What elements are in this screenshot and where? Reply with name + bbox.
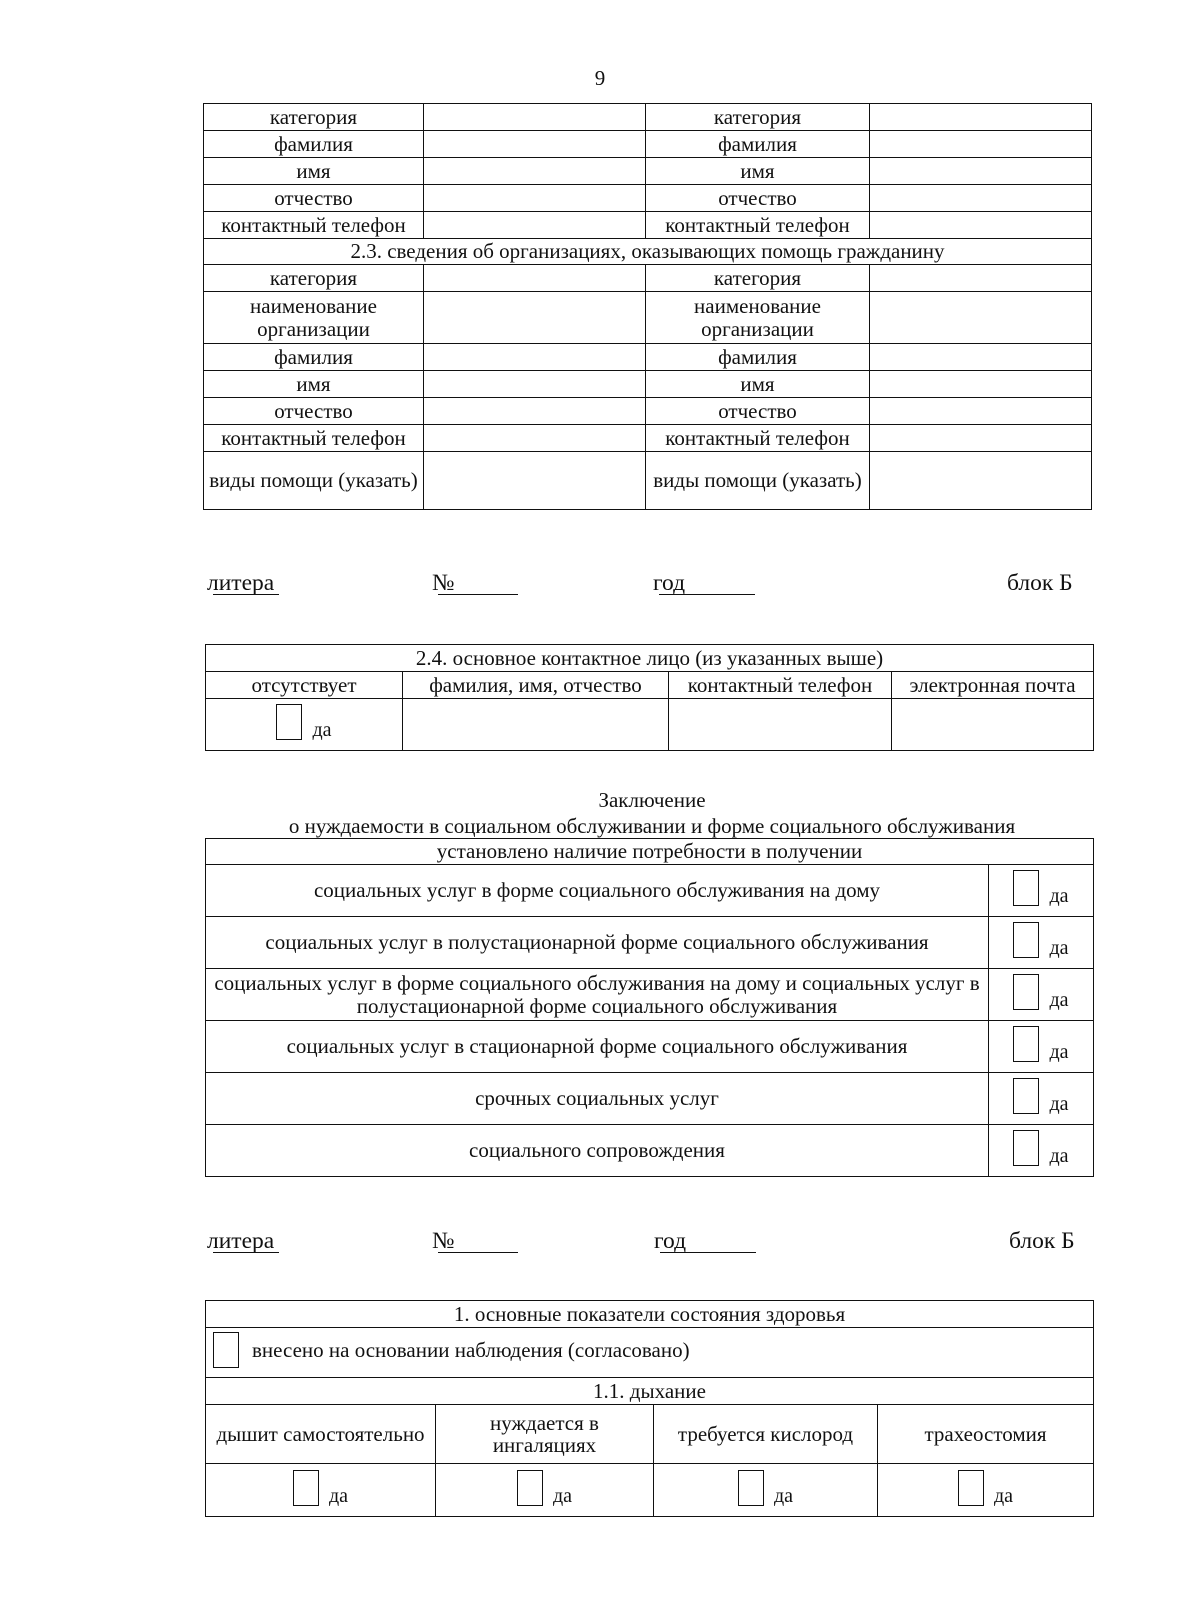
- field-value-cell[interactable]: [424, 425, 646, 452]
- service-option-text: социальных услуг в форме социального обслуживания на дому и социальных услуг в полустационарной форме социального обслуживания: [206, 969, 989, 1021]
- field-label: виды помощи (указать): [646, 452, 870, 510]
- conclusion-heading: [207, 787, 1097, 839]
- service-option-check-cell: [989, 1073, 1094, 1125]
- field-label: контактный телефон: [646, 425, 870, 452]
- checkbox-label: да: [1049, 937, 1069, 960]
- field-value-cell[interactable]: [424, 104, 646, 131]
- inhalation-checkbox[interactable]: [517, 1470, 543, 1506]
- column-header: фамилия, имя, отчество: [403, 672, 669, 699]
- field-label: контактный телефон: [204, 212, 424, 239]
- field-value-cell[interactable]: [424, 158, 646, 185]
- column-header: дышит самостоятельно: [206, 1405, 436, 1464]
- year-label: год: [653, 570, 686, 596]
- observation-cell: [206, 1328, 1094, 1378]
- field-value-cell[interactable]: [870, 158, 1092, 185]
- field-value-cell[interactable]: [870, 344, 1092, 371]
- year-label: год: [654, 1228, 687, 1254]
- service-option-row: [206, 969, 1094, 1021]
- breathing-checkbox[interactable]: [293, 1470, 319, 1506]
- field-label: отчество: [646, 185, 870, 212]
- field-label: контактный телефон: [204, 425, 424, 452]
- field-label: фамилия: [204, 344, 424, 371]
- service-option-check-cell: [989, 865, 1094, 917]
- page-number: 9: [594, 66, 606, 90]
- person-row: [204, 212, 1092, 239]
- service-option-checkbox[interactable]: [1013, 1130, 1039, 1166]
- field-label: категория: [204, 265, 424, 292]
- checkbox-label: да: [312, 719, 332, 742]
- absent-checkbox[interactable]: [276, 704, 302, 740]
- column-header: контактный телефон: [669, 672, 892, 699]
- field-label: отчество: [646, 398, 870, 425]
- field-label: отчество: [204, 185, 424, 212]
- field-value-cell[interactable]: [424, 292, 646, 344]
- checkbox-label: да: [993, 1484, 1014, 1507]
- field-value-cell[interactable]: [424, 131, 646, 158]
- oxygen-checkbox[interactable]: [738, 1470, 764, 1506]
- inhalation-cell: [436, 1464, 654, 1517]
- organization-row: [204, 344, 1092, 371]
- service-option-checkbox[interactable]: [1013, 922, 1039, 958]
- field-value-cell[interactable]: [870, 265, 1092, 292]
- checkbox-label: да: [1049, 1145, 1069, 1168]
- field-label: наименование организации: [646, 292, 870, 344]
- field-label: категория: [646, 104, 870, 131]
- number-field[interactable]: [438, 1228, 518, 1253]
- service-option-row: [206, 1073, 1094, 1125]
- person-row: [204, 131, 1092, 158]
- service-option-checkbox[interactable]: [1013, 1078, 1039, 1114]
- service-option-text: социальных услуг в стационарной форме социального обслуживания: [206, 1021, 989, 1073]
- oxygen-cell: [654, 1464, 878, 1517]
- column-header: электронная почта: [892, 672, 1094, 699]
- block-label: блок Б: [1009, 1228, 1075, 1254]
- service-option-text: социальных услуг в форме социального обслуживания на дому: [206, 865, 989, 917]
- field-value-cell[interactable]: [870, 104, 1092, 131]
- organization-row: [204, 292, 1092, 344]
- litera-label: литера: [207, 1228, 275, 1254]
- field-value-cell[interactable]: [424, 212, 646, 239]
- fio-input-cell[interactable]: [403, 699, 669, 751]
- field-label: виды помощи (указать): [204, 452, 424, 510]
- person-row: [204, 158, 1092, 185]
- service-option-text: социального сопровождения: [206, 1125, 989, 1177]
- service-option-checkbox[interactable]: [1013, 974, 1039, 1010]
- field-label: категория: [646, 265, 870, 292]
- block-label: блок Б: [1007, 570, 1073, 596]
- field-label: имя: [646, 371, 870, 398]
- field-value-cell[interactable]: [424, 265, 646, 292]
- health-table-title: 1. основные показатели состояния здоровья: [206, 1301, 1094, 1328]
- field-label: имя: [646, 158, 870, 185]
- checkbox-label: да: [1049, 1093, 1069, 1116]
- service-option-row: [206, 865, 1094, 917]
- service-option-check-cell: [989, 969, 1094, 1021]
- checkbox-label: да: [773, 1484, 794, 1507]
- service-option-row: [206, 1021, 1094, 1073]
- field-value-cell[interactable]: [424, 344, 646, 371]
- column-header: требуется кислород: [654, 1405, 878, 1464]
- checkbox-label: да: [552, 1484, 573, 1507]
- column-header: отсутствует: [206, 672, 403, 699]
- form-header-2: [207, 1221, 1087, 1261]
- field-label: имя: [204, 371, 424, 398]
- tracheostomy-checkbox[interactable]: [958, 1470, 984, 1506]
- observation-label: внесено на основании наблюдения (согласовано): [252, 1338, 690, 1363]
- year-field[interactable]: [660, 1228, 756, 1253]
- field-value-cell[interactable]: [424, 452, 646, 510]
- field-value-cell[interactable]: [870, 185, 1092, 212]
- number-field[interactable]: [438, 570, 518, 595]
- field-label: категория: [204, 104, 424, 131]
- service-option-checkbox[interactable]: [1013, 870, 1039, 906]
- organization-row: [204, 452, 1092, 510]
- checkbox-label: да: [328, 1484, 349, 1507]
- service-option-check-cell: [989, 1021, 1094, 1073]
- field-label: фамилия: [646, 344, 870, 371]
- field-value-cell[interactable]: [424, 371, 646, 398]
- field-label: наименование организации: [204, 292, 424, 344]
- contact-person-table: [205, 644, 1094, 751]
- person-row: [204, 104, 1092, 131]
- litera-field[interactable]: [213, 570, 279, 595]
- litera-field[interactable]: [213, 1228, 279, 1253]
- tracheostomy-cell: [878, 1464, 1094, 1517]
- contact-table-title: 2.4. основное контактное лицо (из указанных выше): [206, 645, 1094, 672]
- service-option-row: [206, 917, 1094, 969]
- organization-row: [204, 398, 1092, 425]
- number-label: №: [432, 1228, 455, 1254]
- field-value-cell[interactable]: [424, 398, 646, 425]
- field-label: фамилия: [646, 131, 870, 158]
- litera-label: литера: [207, 570, 275, 596]
- number-label: №: [432, 570, 455, 596]
- service-option-check-cell: [989, 917, 1094, 969]
- checkbox-label: да: [1049, 885, 1069, 908]
- person-row: [204, 185, 1092, 212]
- conclusion-table-header: установлено наличие потребности в получении: [206, 839, 1094, 865]
- field-value-cell[interactable]: [870, 371, 1092, 398]
- field-value-cell[interactable]: [870, 425, 1092, 452]
- field-value-cell[interactable]: [870, 452, 1092, 510]
- column-header: трахеостомия: [878, 1405, 1094, 1464]
- section-title: 2.3. сведения об организациях, оказывающих помощь гражданину: [204, 239, 1092, 265]
- field-label: имя: [204, 158, 424, 185]
- organization-row: [204, 265, 1092, 292]
- service-option-text: социальных услуг в полустационарной форме социального обслуживания: [206, 917, 989, 969]
- breathing-cell: [206, 1464, 436, 1517]
- email-input-cell[interactable]: [892, 699, 1094, 751]
- observation-checkbox[interactable]: [213, 1332, 239, 1368]
- field-label: контактный телефон: [646, 212, 870, 239]
- checkbox-label: да: [1049, 1041, 1069, 1064]
- checkbox-label: да: [1049, 989, 1069, 1012]
- subsection-title: 1.1. дыхание: [206, 1378, 1094, 1405]
- organization-row: [204, 371, 1092, 398]
- absent-cell: [206, 699, 403, 751]
- field-value-cell[interactable]: [424, 185, 646, 212]
- service-option-text: срочных социальных услуг: [206, 1073, 989, 1125]
- field-label: отчество: [204, 398, 424, 425]
- service-option-row: [206, 1125, 1094, 1177]
- field-value-cell[interactable]: [870, 131, 1092, 158]
- conclusion-table: [205, 838, 1094, 1177]
- column-header: нуждается в ингаляциях: [436, 1405, 654, 1464]
- field-label: фамилия: [204, 131, 424, 158]
- organization-row: [204, 425, 1092, 452]
- form-header-1: [207, 563, 1087, 603]
- field-value-cell[interactable]: [870, 292, 1092, 344]
- conclusion-title: Заключение: [598, 788, 706, 812]
- field-value-cell[interactable]: [870, 398, 1092, 425]
- persons-organizations-table: [203, 103, 1092, 510]
- phone-input-cell[interactable]: [669, 699, 892, 751]
- field-value-cell[interactable]: [870, 212, 1092, 239]
- health-table: [205, 1300, 1094, 1517]
- service-option-check-cell: [989, 1125, 1094, 1177]
- year-field[interactable]: [659, 570, 755, 595]
- conclusion-subtitle: о нуждаемости в социальном обслуживании и форме социального обслуживания: [288, 814, 1016, 838]
- service-option-checkbox[interactable]: [1013, 1026, 1039, 1062]
